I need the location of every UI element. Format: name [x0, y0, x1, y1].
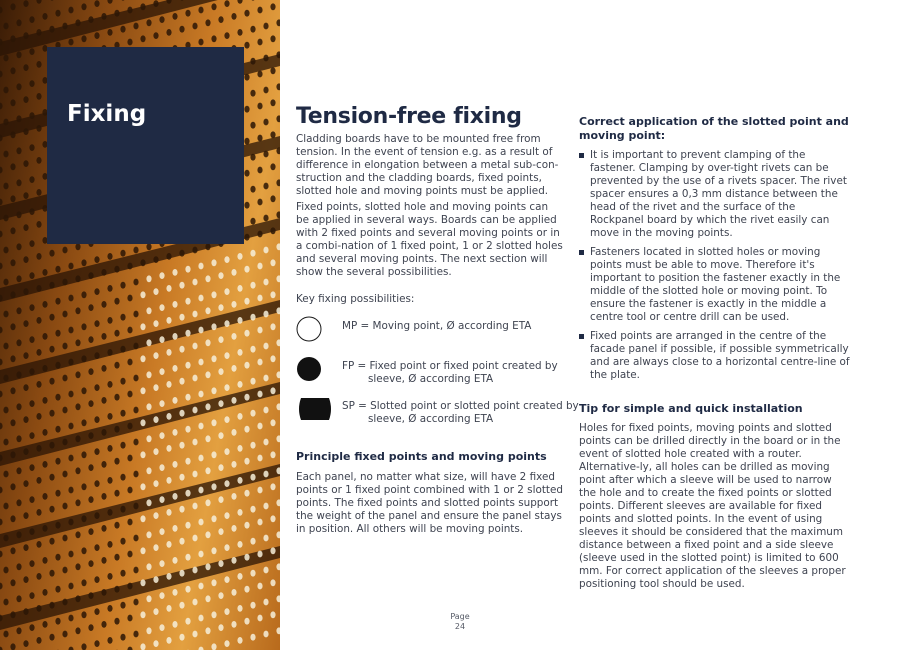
key-item-fixed-point	[296, 356, 564, 392]
tip-paragraph: Holes for fixed points, moving points and slotted points can be drilled directly in the board or in the event of slotted hole created with a router. Alternative-ly, all holes can be drilled as moving point after which a sleeve will be used to narrow the hole and to create the fixed points or slotted points. Different sleeves are available for fixed points and slotted points. In the event of using sleeves it should be considered that the maximum distance between a fixed point and a side sleeve (sleeve used in the slotted point) is limited to 600 mm. For correct application of the sleeves a proper positioning tool should be used.	[579, 422, 846, 590]
page-number	[440, 612, 480, 632]
tip-heading: Tip for simple and quick installation	[579, 402, 803, 415]
intro-paragraph: Cladding boards have to be mounted free from tension. In the event of tension e.g. as a result of difference in elongation between a metal sub-con-struction and the cladding boards, fixed points, slotted hole and moving points must be applied.	[296, 133, 559, 197]
section-title: Fixing	[67, 101, 147, 127]
principle-heading: Principle fixed points and moving points	[296, 450, 547, 463]
right-text-column	[579, 115, 851, 594]
key-item-text: FP = Fixed point or fixed point created by sleeve, Ø according ETA	[342, 360, 558, 385]
key-item-text: MP = Moving point, Ø according ETA	[342, 320, 532, 332]
slot-shape-icon	[296, 396, 334, 422]
list-item: Fasteners located in slotted holes or moving points must be able to move. Therefore it's important to position the fastener exactly in the middle of the slotted hole or moving point. To ensure the fastener is exactly in the middle a centre tool or centre drill can be used.	[579, 246, 851, 324]
list-item: It is important to prevent clamping of the fastener. Clamping by over-tight rivets can be prevented by the use of a rivets spacer. The rivet spacer ensures a 0,3 mm distance between the head of the rivet and the surface of the Rockpanel board by which the rivet easily can move in the moving points.	[579, 149, 851, 240]
page-number-value: 24	[454, 622, 466, 631]
principle-paragraph: Each panel, no matter what size, will have 2 fixed points or 1 fixed point combined with 1 or 2 slotted points. The fixed points and slotted points support the weight of the panel and ensure the panel stays in position. All others will be moving points.	[296, 471, 563, 535]
page-label: Page	[450, 612, 470, 621]
list-item: Fixed points are arranged in the centre of the facade panel if possible, if possible symmetrically and are always close to a horizontal centre-line of the plate.	[579, 330, 851, 382]
section-title-box	[47, 47, 244, 244]
open-circle-icon	[296, 316, 322, 342]
bullet-list	[579, 149, 851, 382]
filled-circle-icon	[296, 356, 322, 382]
left-text-column	[296, 104, 579, 539]
correct-application-heading: Correct application of the slotted point and moving point:	[579, 115, 849, 142]
key-item-text: SP = Slotted point or slotted point created by sleeve, Ø according ETA	[342, 400, 579, 425]
intro-paragraph: Fixed points, slotted hole and moving points can be applied in several ways. Boards can be applied with 2 fixed points and several moving points or in a combi-nation of 1 fixed point, 1 or 2 slotted holes and several moving points. The next section will show the several possibilities.	[296, 201, 563, 278]
page-heading: Tension-free fixing	[296, 104, 522, 129]
key-item-slotted-point	[296, 396, 579, 432]
key-item-moving-point	[296, 316, 564, 352]
key-intro: Key fixing possibilities:	[296, 293, 415, 305]
